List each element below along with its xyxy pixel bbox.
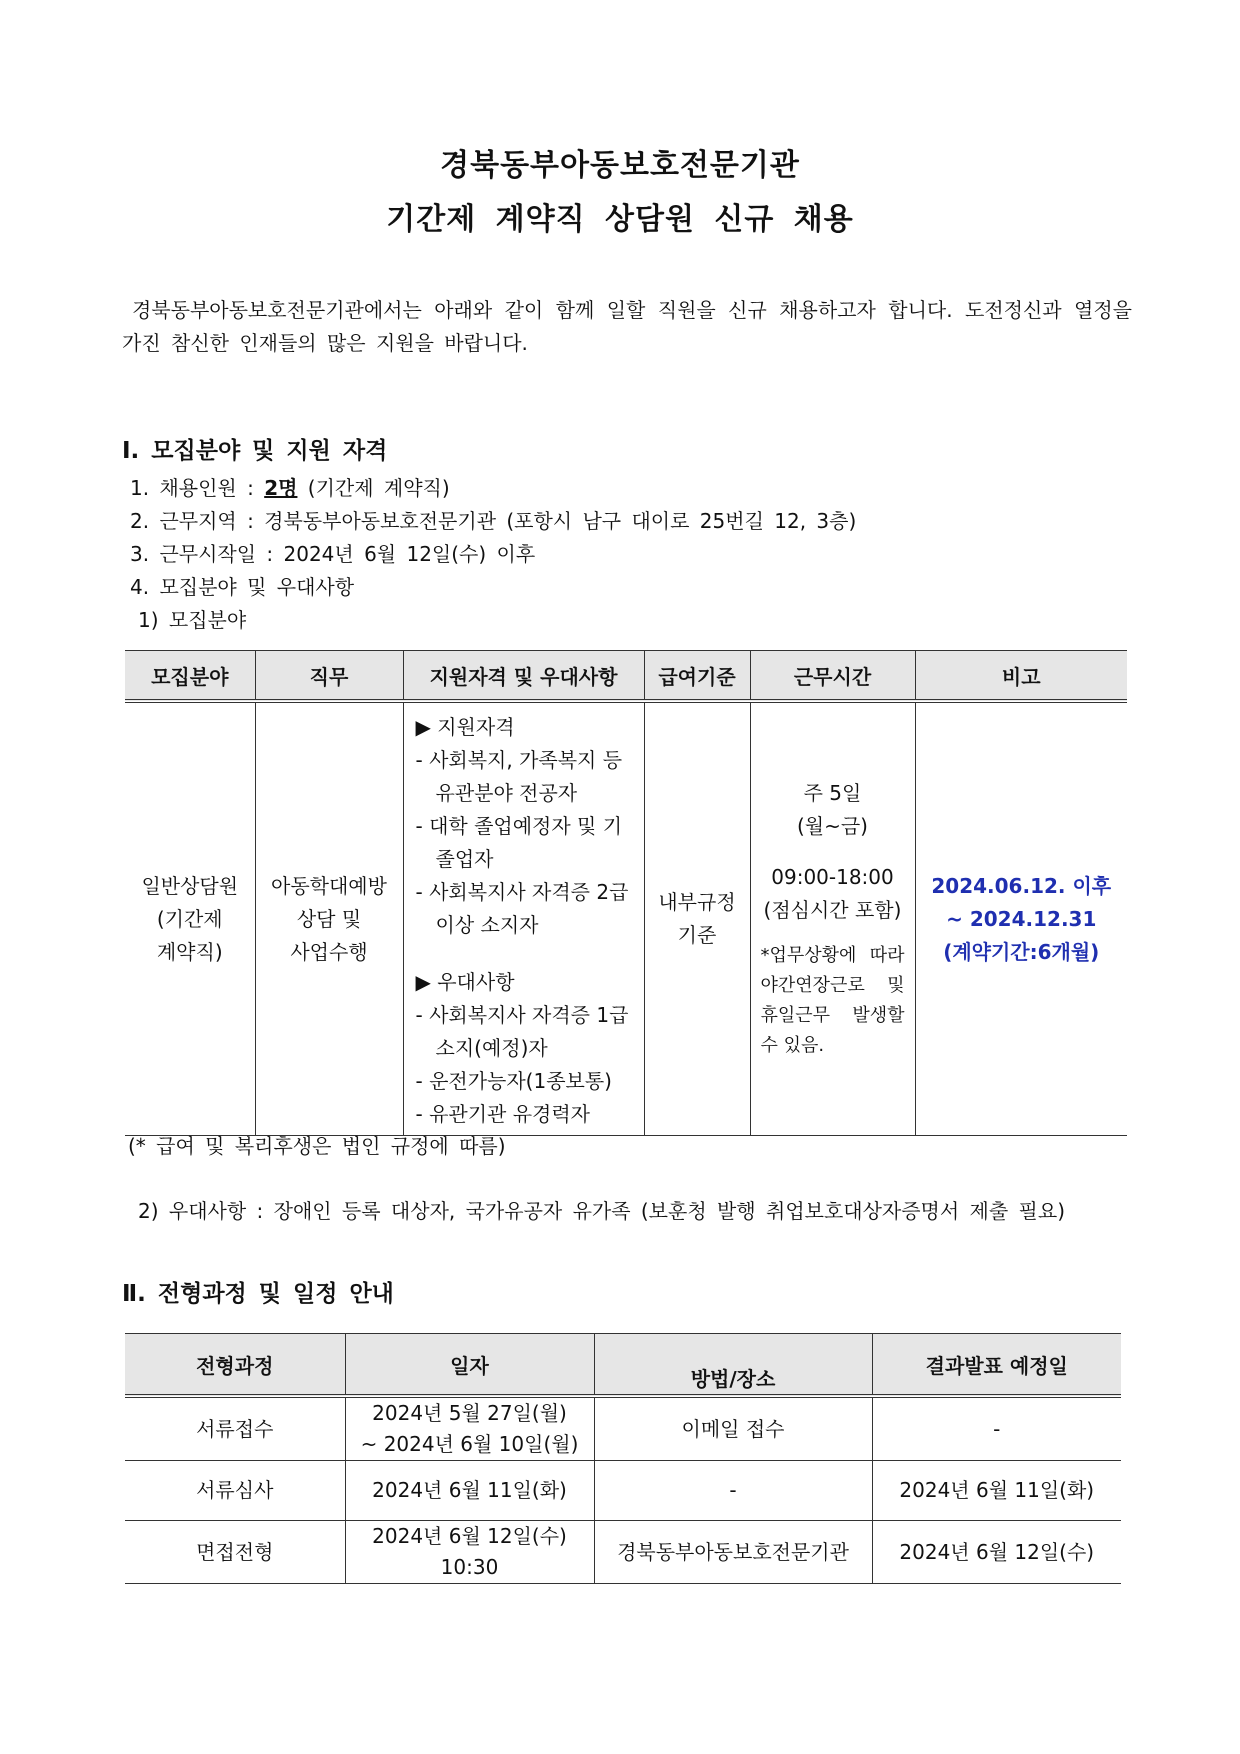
list-item: - 대학 졸업예정자 및 기졸업자	[415, 814, 623, 871]
remark-cell: 2024.06.12. 이후 ~ 2024.12.31 (계약기간:6개월)	[915, 701, 1127, 1136]
section1-heading: Ⅰ. 모집분야 및 지원 자격	[122, 438, 388, 464]
method-cell: 이메일 접수	[594, 1396, 872, 1461]
preference-note: 2) 우대사항 : 장애인 등록 대상자, 국가유공자 유가족 (보훈청 발행 취업보호대상자증명서 제출 필요)	[138, 1199, 1065, 1223]
stage-cell: 서류심사	[125, 1461, 345, 1521]
stage-cell: 서류접수	[125, 1396, 345, 1461]
field-cell: 일반상담원 (기간제 계약직)	[125, 701, 255, 1136]
result-cell: 2024년 6월 12일(수)	[872, 1521, 1121, 1584]
table-row	[125, 1396, 1121, 1461]
list-item: - 사회복지사 자격증 1급 소지(예정)자	[415, 1003, 629, 1060]
hours-note: *업무상황에 따라 야간연장근로 및 휴일근무 발생할 수 있음.	[760, 945, 905, 1056]
header-cell: 전형과정	[125, 1334, 345, 1397]
item-headcount: 1. 채용인원 : 2명 (기간제 계약직)	[130, 476, 450, 500]
header-cell: 지원자격 및 우대사항	[403, 651, 644, 702]
document-subtitle: 기간제 계약직 상담원 신규 채용	[386, 202, 854, 237]
benefits-note: (* 급여 및 복리후생은 법인 규정에 따름)	[128, 1134, 506, 1158]
document-title: 경북동부아동보호전문기관	[440, 148, 800, 183]
list-item: - 사회복지, 가족복지 등 유관분야 전공자	[415, 748, 623, 805]
header-cell: 직무	[255, 651, 403, 702]
result-cell: -	[872, 1396, 1121, 1461]
item-fields: 4. 모집분야 및 우대사항	[130, 575, 355, 599]
hours-cell: 주 5일 (월~금) 09:00-18:00 (점심시간 포함) *업무상황에 따라 야간연장근로 및 휴일근무 발생할 수 있음.	[750, 701, 915, 1136]
header-cell: 모집분야	[125, 651, 255, 702]
header-cell: 결과발표 예정일	[872, 1334, 1121, 1397]
schedule-table	[125, 1333, 1121, 1584]
item-location: 2. 근무지역 : 경북동부아동보호전문기관 (포항시 남구 대이로 25번길 12, 3층)	[130, 509, 857, 533]
date-cell: 2024년 6월 12일(수) 10:30	[345, 1521, 594, 1584]
header-cell: 근무시간	[750, 651, 915, 702]
sub-fields: 1) 모집분야	[138, 608, 247, 632]
header-cell: 비고	[915, 651, 1127, 702]
table-row	[125, 1521, 1121, 1584]
table-row	[125, 701, 1127, 1136]
qualification-cell	[403, 701, 644, 1136]
method-cell: 경북동부아동보호전문기관	[594, 1521, 872, 1584]
salary-cell: 내부규정 기준	[644, 701, 750, 1136]
table-header-row	[125, 651, 1127, 702]
date-cell: 2024년 5월 27일(월) ~ 2024년 6월 10일(월)	[345, 1396, 594, 1461]
header-cell: 일자	[345, 1334, 594, 1397]
preference-heading: ▶ 우대사항	[415, 970, 515, 994]
qualification-heading: ▶ 지원자격	[415, 715, 515, 739]
section2-heading: Ⅱ. 전형과정 및 일정 안내	[122, 1281, 394, 1307]
item-start-date: 3. 근무시작일 : 2024년 6월 12일(수) 이후	[130, 542, 536, 566]
stage-cell: 면접전형	[125, 1521, 345, 1584]
table-row	[125, 1461, 1121, 1521]
date-cell: 2024년 6월 11일(화)	[345, 1461, 594, 1521]
duty-cell: 아동학대예방 상담 및 사업수행	[255, 701, 403, 1136]
list-item: - 운전가능자(1종보통)	[415, 1069, 612, 1093]
list-item: - 사회복지사 자격증 2급 이상 소지자	[415, 880, 629, 937]
result-cell: 2024년 6월 11일(화)	[872, 1461, 1121, 1521]
recruitment-table	[125, 650, 1127, 1136]
header-cell: 급여기준	[644, 651, 750, 702]
table-header-row	[125, 1334, 1121, 1397]
method-cell: -	[594, 1461, 872, 1521]
header-cell: 방법/장소	[594, 1334, 872, 1397]
intro-paragraph: 경북동부아동보호전문기관에서는 아래와 같이 함께 일할 직원을 신규 채용하고자 합니다. 도전정신과 열정을 가진 참신한 인재들의 많은 지원을 바랍니다.	[122, 298, 1132, 355]
list-item: - 유관기관 유경력자	[415, 1102, 590, 1126]
